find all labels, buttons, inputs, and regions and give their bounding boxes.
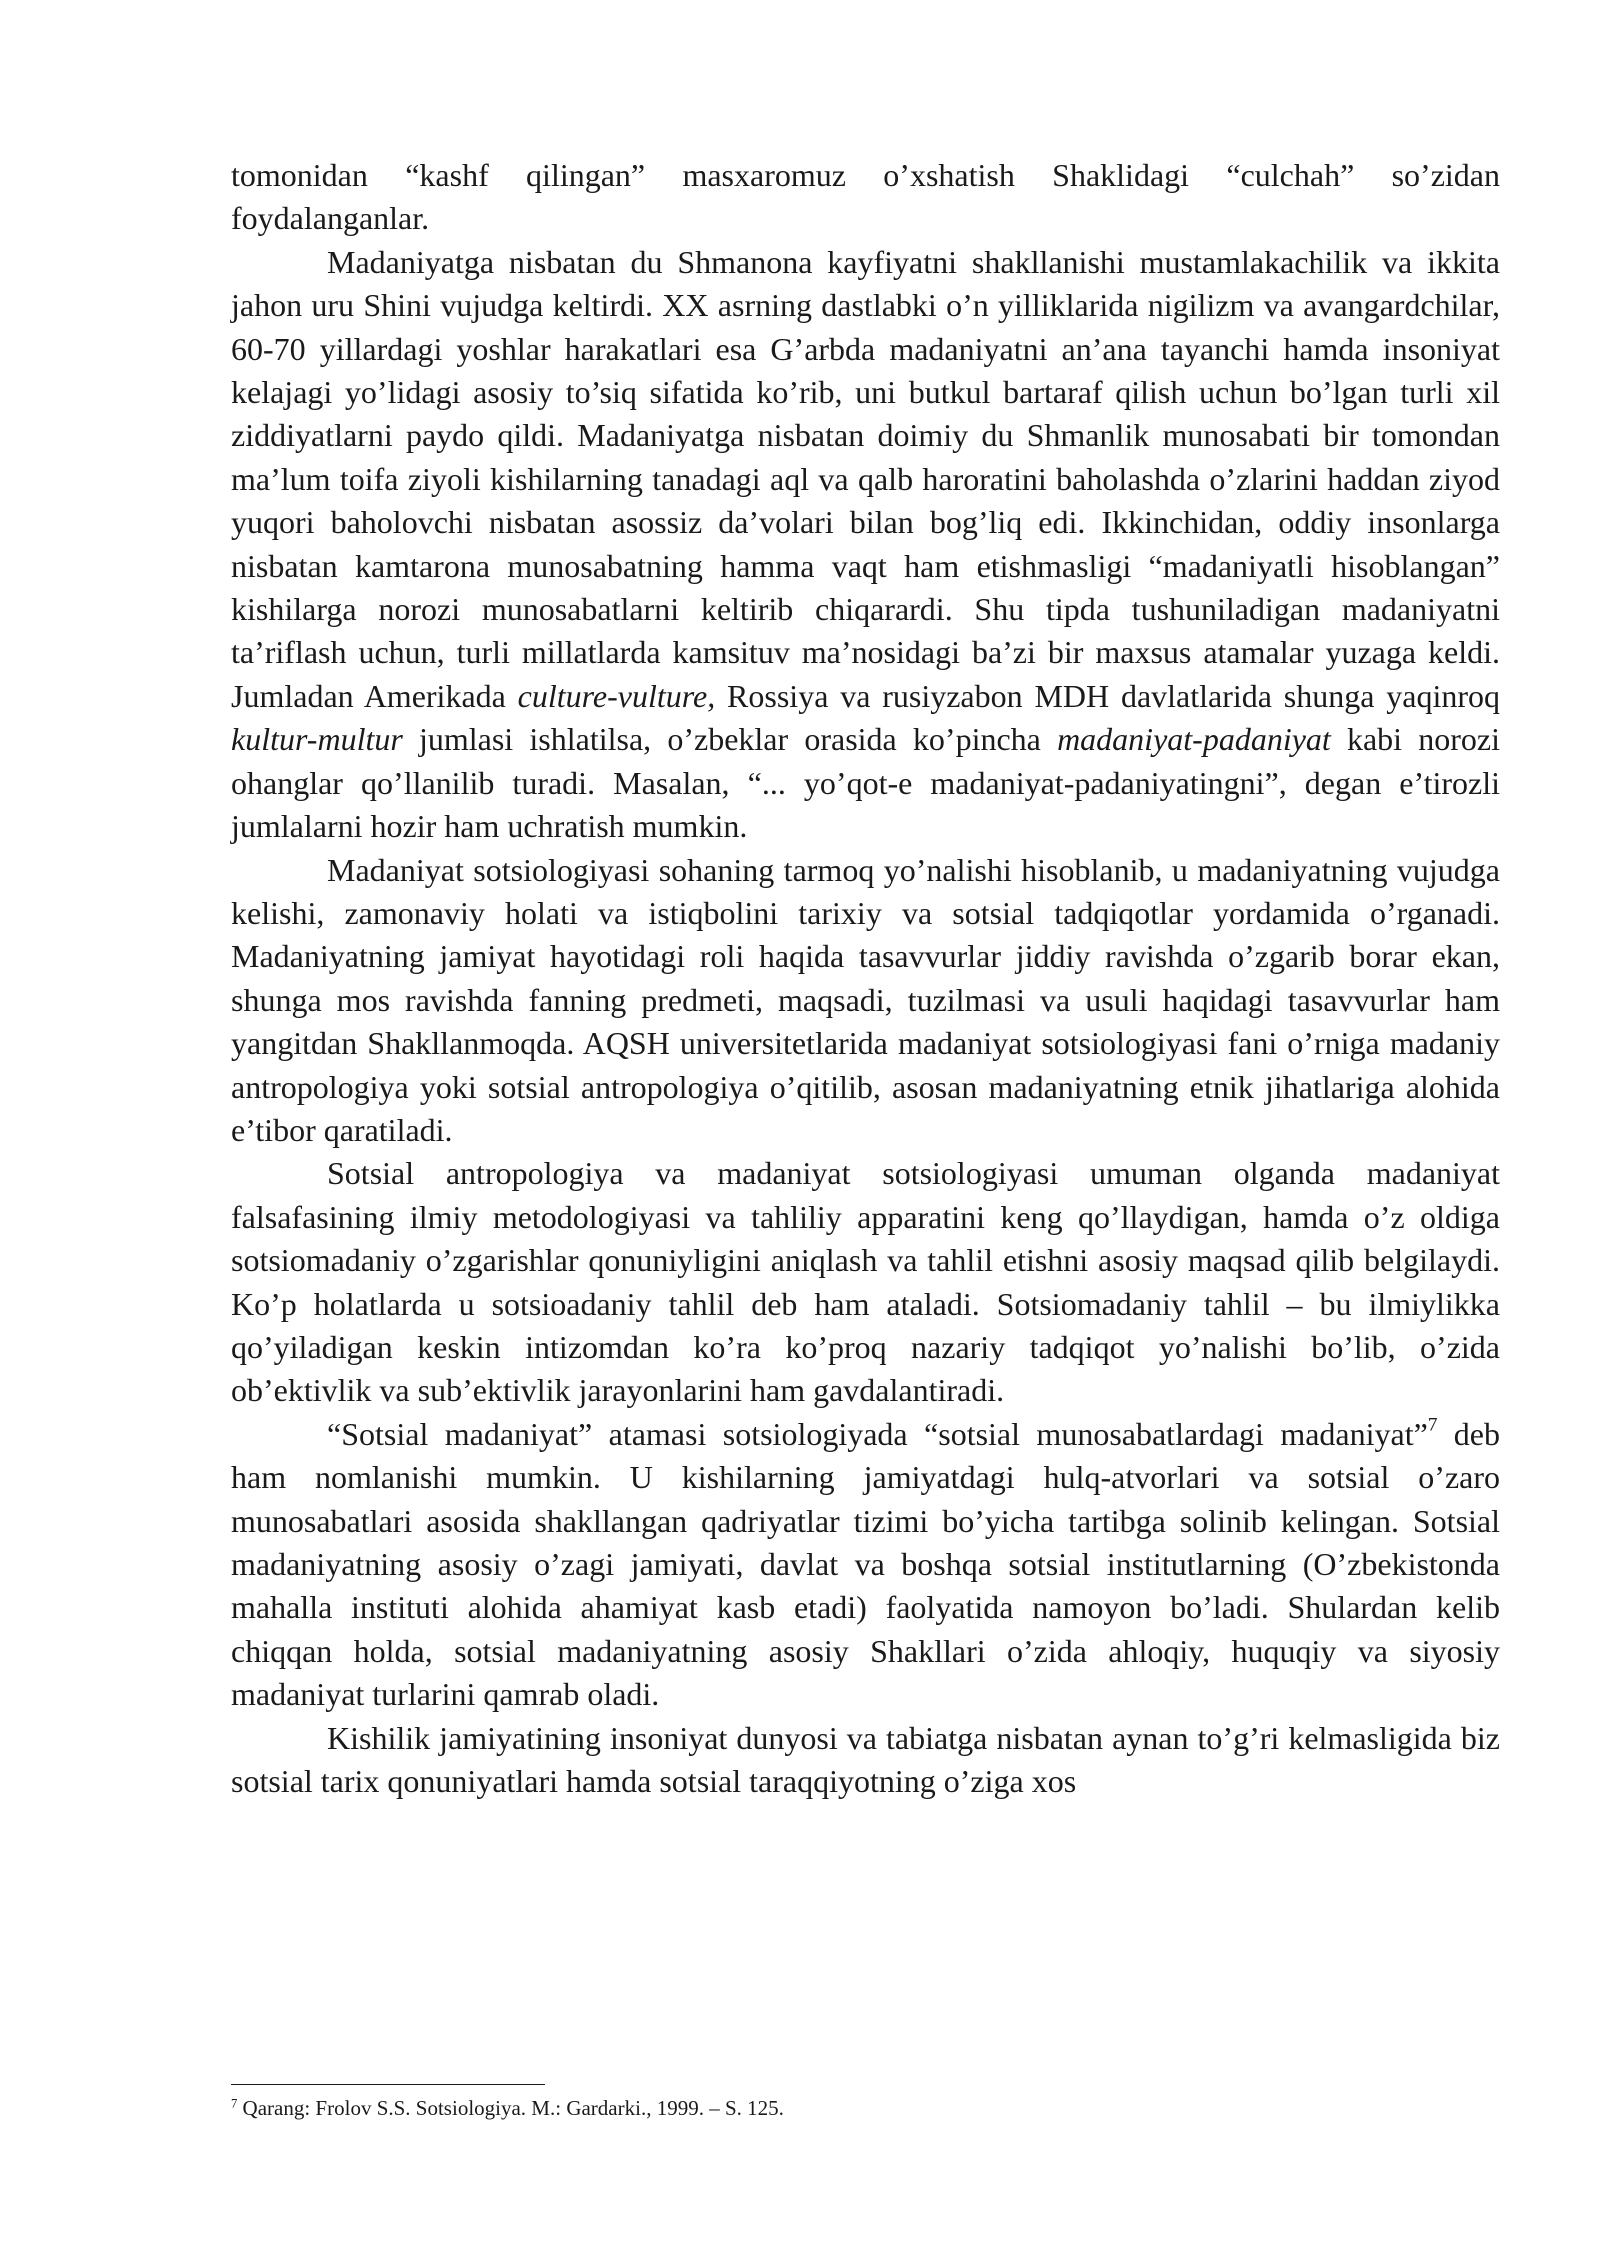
document-body	[231, 154, 1500, 1803]
paragraph-2-text-1: Madaniyatga nisbatan du Shmanona kayfiyatni shakllanishi mustamlakachilik va ikkita jahon uru Shini vujudga keltirdi. XX asrning dastlabki o’n yilliklarida nigilizm va avangardchilar, 60-70 yillardagi yoshlar harakatlari esa G’arbda madaniyatni an’ana tayanchi hamda insoniyat kelajagi yo’lidagi asosiy to’siq sifatida ko’rib, uni butkul bartaraf qilish uchun bo’lgan turli xil ziddiyatlarni paydo qildi. Madaniyatga nisbatan doimiy du Shmanlik munosabati bir tomondan ma’lum toifa ziyoli kishilarning tanadagi aql va qalb haroratini baholashda o’zlarini haddan ziyod yuqori baholovchi nisbatan asossiz da’volari bilan bog’liq edi. Ikkinchidan, oddiy insonlarga nisbatan kamtarona munosabatning hamma vaqt ham etishmasligi “madaniyatli hisoblangan” kishilarga norozi munosabatlarni keltirib chiqarardi. Shu tipda tushuniladigan madaniyatni ta’riflash uchun, turli millatlarda kamsituv ma’nosidagi ba’zi bir maxsus atamalar yuzaga keldi. Jumladan Amerikada	[231, 243, 1500, 714]
paragraph-3: Madaniyat sotsiologiyasi sohaning tarmoq yo’nalishi hisoblanib, u madaniyatning vujudga kelishi, zamonaviy holati va istiqbolini tarixiy va sotsial tadqiqotlar yordamida o’rganadi. Madaniyatning jamiyat hayotidagi roli haqida tasavvurlar jiddiy ravishda o’zgarib borar ekan, shunga mos ravishda fanning predmeti, maqsadi, tuzilmasi va usuli haqidagi tasavvurlar ham yangitdan Shakllanmoqda. AQSH universitetlarida madaniyat sotsiologiyasi fani o’rniga madaniy antropologiya yoki sotsial antropologiya o’qitilib, asosan madaniyatning etnik jihatlariga alohida e’tibor qaratiladi.	[231, 851, 1500, 1148]
footnote-number: 7	[231, 2096, 238, 2111]
paragraph-2-text-3: jumlasi ishlatilsa, o’zbeklar orasida ko’pincha	[402, 721, 1058, 758]
paragraph-2-text-2: Rossiya va rusiyzabon MDH davlatlarida shunga yaqinroq	[715, 677, 1501, 714]
term-kultur-multur: kultur-multur	[231, 721, 403, 758]
paragraph-4: Sotsial antropologiya va madaniyat sotsiologiyasi umuman olganda madaniyat falsafasining ilmiy metodologiyasi va tahliliy apparatini keng qo’llaydigan, hamda o’z oldiga sotsiomadaniy o’zgarishlar qonuniyligini aniqlash va tahlil etishni asosiy maqsad qilib belgilaydi. Ko’p holatlarda u sotsioadaniy tahlil deb ham ataladi. Sotsiomadaniy tahlil – bu ilmiylikka qo’yiladigan keskin intizomdan ko’ra ko’proq nazariy tadqiqot yo’nalishi bo’lib, o’zida ob’ektivlik va sub’ektivlik jarayonlarini ham gavdalantiradi.	[231, 1155, 1500, 1409]
footnote-text: Qarang: Frolov S.S. Sotsiologiya. M.: Gardarki., 1999. – S. 125.	[237, 2096, 784, 2120]
paragraph-2-text-4: kabi norozi ohanglar qo’llanilib turadi. Masalan, “... yo’qot-e madaniyat-padaniyatingni”, degan e’tirozli jumlalarni hozir ham uchratish mumkin.	[231, 721, 1501, 845]
paragraph-1: tomonidan “kashf qilingan” masxaromuz o’xshatish Shaklidagi “culchah” so’zidan foydalanganlar.	[231, 157, 1500, 237]
paragraph-2	[231, 241, 1500, 849]
paragraph-6: Kishilik jamiyatining insoniyat dunyosi va tabiatga nisbatan aynan to’g’ri kelmasligida biz sotsial tarix qonuniyatlari hamda sotsial taraqqiyotning o’ziga xos	[231, 1719, 1500, 1800]
term-madaniyat-padaniyat: madaniyat-padaniyat	[1057, 721, 1331, 758]
footnote	[231, 2094, 1500, 2122]
footnote-reference: 7	[1427, 1414, 1438, 1436]
footnote-separator	[231, 2084, 545, 2085]
paragraph-5-text-1: “Sotsial madaniyat” atamasi sotsiologiyada “sotsial munosabatlardagi madaniyat”	[327, 1415, 1428, 1452]
paragraph-5	[231, 1413, 1500, 1717]
term-culture-vulture: culture-vulture,	[517, 677, 716, 714]
paragraph-5-text-2: deb ham nomlanishi mumkin. U kishilarning jamiyatdagi hulq-atvorlari va sotsial o’zaro munosabatlari asosida shakllangan qadriyatlar tizimi bo’yicha tartibga solinib kelingan. Sotsial madaniyatning asosiy o’zagi jamiyati, davlat va boshqa sotsial institutlarning (O’zbekistonda mahalla instituti alohida ahamiyat kasb etadi) faolyatida namoyon bo’ladi. Shulardan kelib chiqqan holda, sotsial madaniyatning asosiy Shakllari o’zida ahloqiy, huquqiy va siyosiy madaniyat turlarini qamrab oladi.	[231, 1415, 1501, 1713]
